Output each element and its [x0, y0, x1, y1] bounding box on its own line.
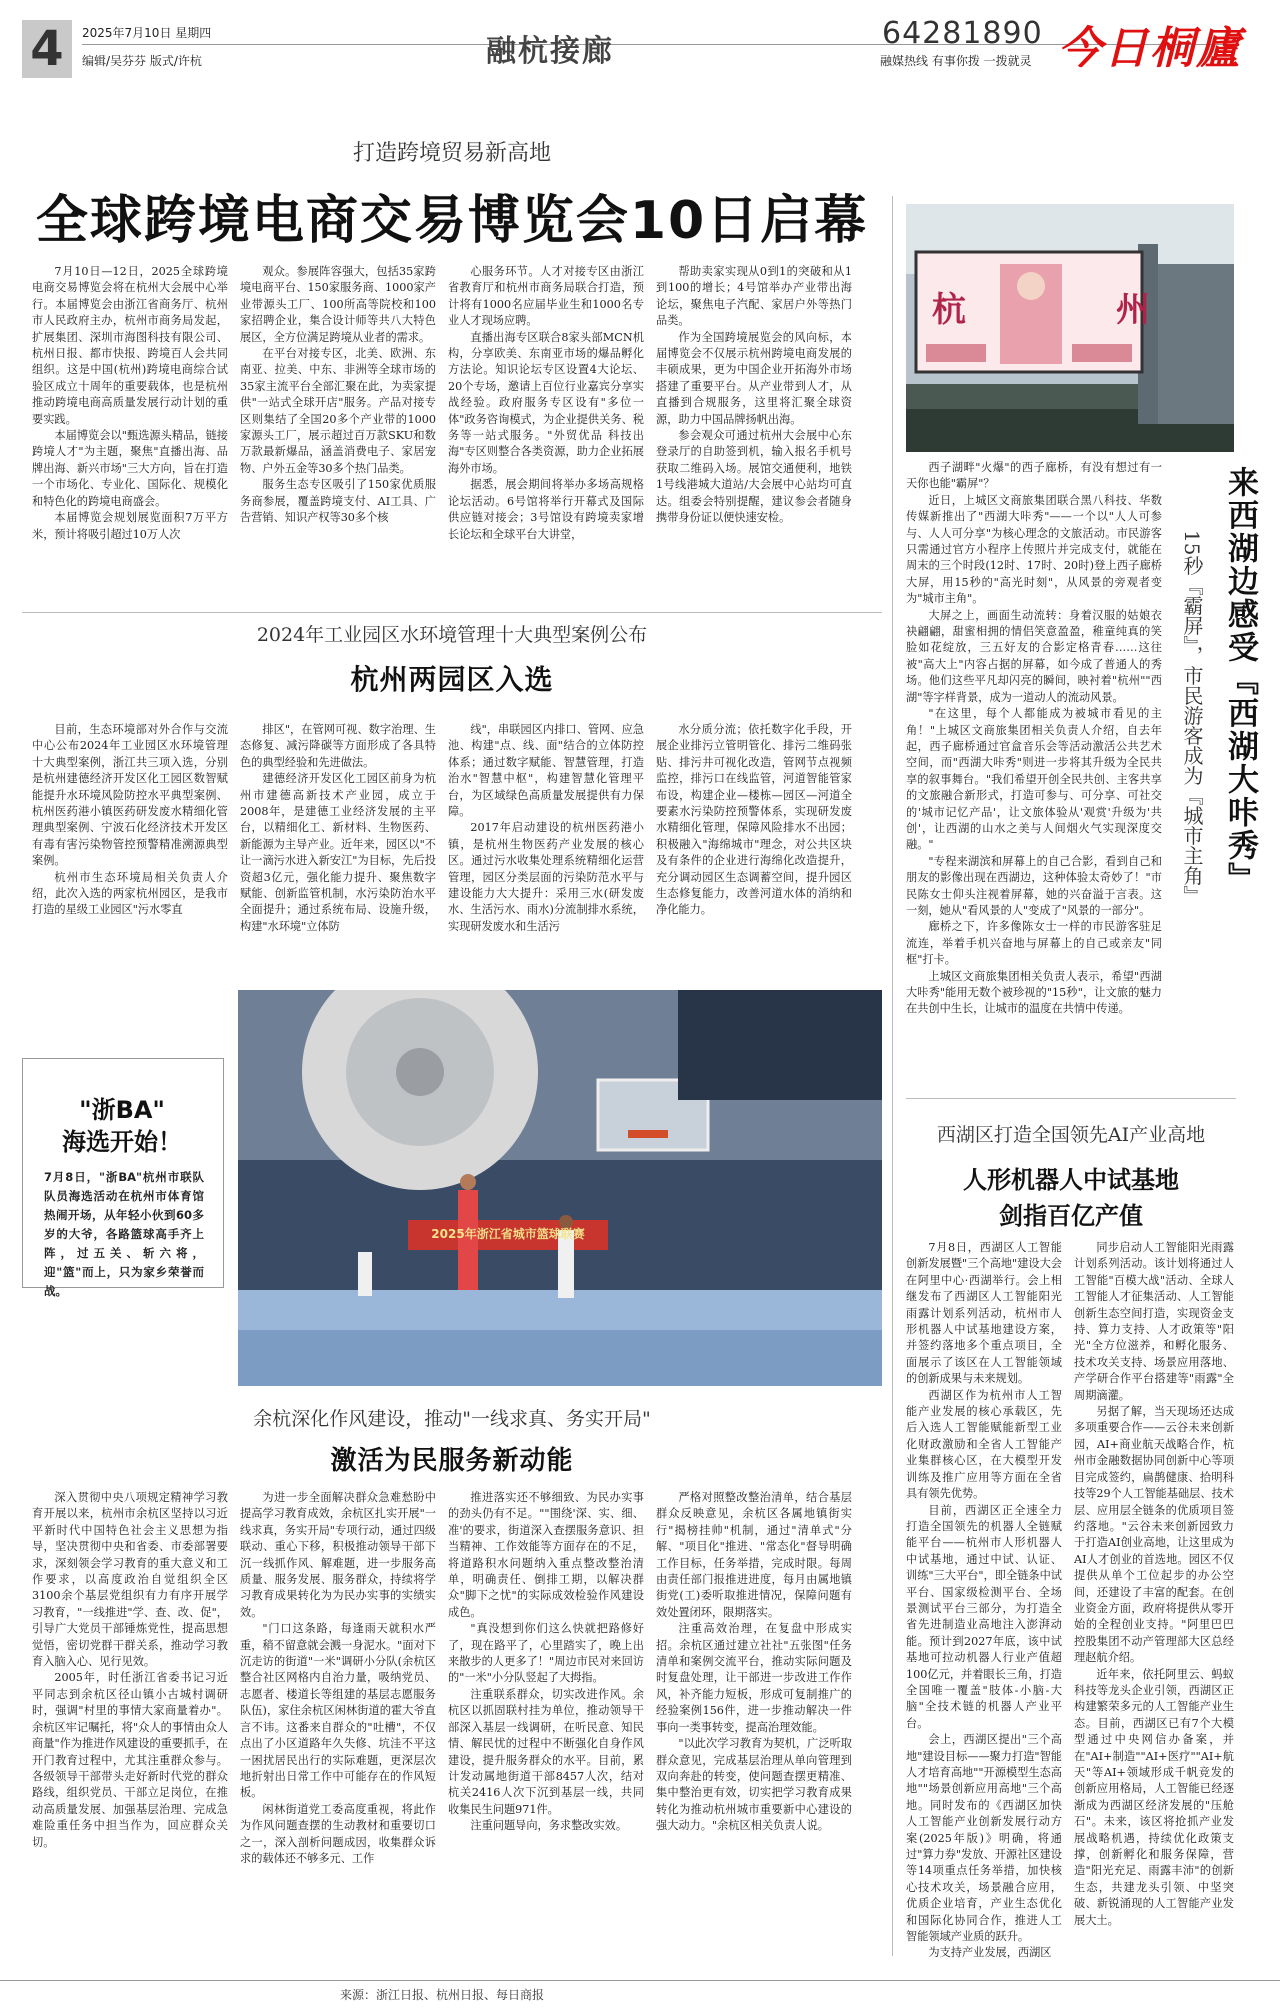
paragraph: 水分质分流；依托数字化手段，开展企业排污立管明管化、排污二维码张贴、排污井可视化改造，管网节点视频监控，排污口在线监管，河道智能管家布设，构建企业—楼栋—园区—河道全要素水污染防控预警体系，实现研发废水精细化管理，保障风险排水不出园；积极融入"海绵城市"理念，对公共区块及有条件的企业进行海绵化改造提升，充分调动园区生态调蓄空间，提升园区生态修复能力，改善河道水体的消纳和净化能力。 — [656, 723, 852, 917]
service-column-4 — [656, 1490, 852, 1970]
robot-kicker: 西湖区打造全国领先AI产业高地 — [936, 1124, 1206, 1146]
paragraph: 近日，上城区文商旅集团联合黑八科技、华数传媒新推出了"西湖大咔秀"——一个以"人人可参与、人人可分享"为核心理念的文旅活动。市民游客只需通过官方小程序上传照片并完成支付，就能在周末的三个时段(12时、17时、20时)登上西子廊桥大屏，用15秒的"高光时刻"，从风景的旁观者变为"城市主角"。 — [906, 493, 1162, 606]
paragraph: 西湖区作为杭州市人工智能产业发展的核心承载区，先后入选人工智能赋能新型工业化财政激励和全省人工智能产业集群核心区，在大模型开发训练及推广应用等方面在全省具有领先优势。 — [906, 1388, 1062, 1501]
paragraph: 上城区文商旅集团相关负责人表示，希望"西湖大咔秀"能用无数个被珍视的"15秒"，让文旅的魅力在共创中生长，让城市的温度在共情中传递。 — [906, 969, 1162, 1016]
paragraph: 服务生态专区吸引了150家优质服务商参展，覆盖跨境支付、AI工具、广告营销、知识产权等30多个核 — [240, 478, 436, 525]
newspaper-logo: 今日桐廬 — [1058, 23, 1242, 74]
lead-column-3 — [448, 264, 644, 560]
section-title: 融杭接廊 — [486, 34, 614, 69]
paragraph: 目前，生态环境部对外合作与交流中心公布2024年工业园区水环境管理十大典型案例，浙江共三项入选，分别是杭州建德经济开发区化工园区数智赋能提升水环境风险防控水平典型案例、杭州医药港小镇医药研发废水精细化管理典型案例、宁波石化经济技术开发区有毒有害污染物管控预警精准溯源典型案例。 — [32, 723, 228, 868]
paragraph: 2005年，时任浙江省委书记习近平同志到余杭区径山镇小古城村调研时，强调"村里的事情大家商量着办"。余杭区牢记嘱托，将"众人的事情由众人商量"作为推进作风建设的重要抓手，在开门教育过程中，尤其注重群众参与。各级领导干部带头走好新时代党的群众路线，组织党员、干部立足岗位，在推动高质量发展、加强基层治理、完成急难险重任务中担当作为，回应群众关切。 — [32, 1671, 228, 1849]
paragraph: 近年来，依托阿里云、蚂蚁科技等龙头企业引领，西湖区正构建繁荣多元的人工智能产业生态。目前，西湖区已有7个大模型通过中央网信办备案，并在"AI+制造""AI+医疗""AI+航天"等AI+领域形成千帆竞发的创新应用格局，人工智能已经逐渐成为西湖区经济发展的"压舱石"。未来，该区将抢抓产业发展战略机遇，持续优化政策支撑，创新孵化和服务保障，营造"阳光充足、雨露丰沛"的创新生态，共建龙头引领、中坚突破、新锐涌现的人工智能产业发展大土。 — [1074, 1667, 1234, 1927]
page-number: 4 — [22, 20, 72, 78]
paragraph: 直播出海专区联合8家头部MCN机构，分享欧美、东南亚市场的爆品孵化方法论。知识论坛专区设置4大论坛、20个专场，邀请上百位行业嘉宾分享实战经验。政府服务专区设有"多位一体"政务咨询模式，为企业提供关务、税务等一站式服务。"外贸优品 科技出海"专区则整合各类资源，助力企业拓展海外市场。 — [448, 330, 644, 475]
section-banner — [470, 30, 630, 74]
paragraph: 为进一步全面解决群众急难愁盼中提高学习教育成效，余杭区扎实开展"一线求真，务实开局"专项行动，通过四级联动、重心下移，积极推动领导干部下沉一线抓作风、解难题，进一步服务高质量、服务发展、服务群众，持续将学习教育成果转化为为民办实事的实绩实效。 — [240, 1491, 436, 1619]
editors: 编辑/吴芬芬 版式/许杭 — [82, 54, 202, 68]
paragraph: 为支持产业发展，西湖区 — [928, 1946, 1052, 1960]
service-kicker: 余杭深化作风建设，推动"一线求真、务实开局" — [253, 1408, 651, 1430]
paragraph: "专程来湖滨和屏幕上的自己合影，看到自己和朋友的影像出现在西湖边，这种体验太奇妙了！"市民陈女士仰头注视着屏幕，她的兴奋溢于言表。这一刻，她从"看风景的人"变成了"风景的一部分"。 — [906, 854, 1162, 917]
divider — [22, 612, 882, 613]
paragraph: 大屏之上，画面生动流转：身着汉服的姑娘衣袂翩翩，甜蜜相拥的情侣笑意盈盈，稚童纯真的笑脸如花绽放，三五好友的合影定格青春……这往被"高大上"内容占据的屏幕，如今成了普通人的秀场。他们这些平凡却闪亮的瞬间，映衬着"杭州""西湖"等字样背景，成为一道动人的流动风景。 — [906, 608, 1162, 704]
west-lake-body — [906, 460, 1162, 1084]
ba-title-line-2: 海选开始！ — [62, 1128, 182, 1156]
paragraph: "在这里，每个人都能成为被城市看见的主角！"上城区文商旅集团相关负责人介绍，自去年起，西子廊桥通过官盒音乐会等活动激活公共艺术空间，而"西湖大咔秀"则进一步将其升级为全民共享的叙事舞台。"我们希望开创全民共创、主客共享的文旅融合新形式，打造可参与、可分享、可社交的'城市记忆产品'，让文旅体验从'观赏'升级为'共创'，让西湖的山水之美与人间烟火气实现深度交融。" — [906, 707, 1162, 852]
paragraph: 注重高效治理，在复盘中形成实招。余杭区通过建立社社"五张图"任务清单和案例交流平台，推动实际问题及时复盘处理，让干部进一步改进工作作风，补齐能力短板，形成可复制推广的经验案例156件，进一步推动解决一件事向一类事转变，提高治理效能。 — [656, 1622, 852, 1734]
paragraph: 线"，串联园区内排口、管网、应急池、构建"点、线、面"结合的立体防控体系；通过数字赋能、智慧管理，打造治水"智慧中枢"，构建智慧化管理平台，为区域绿色高质量发展提供有力保障。 — [448, 723, 644, 819]
footer-rule — [0, 1980, 1280, 1981]
lead-column-2 — [240, 264, 436, 560]
service-column-1 — [32, 1490, 228, 1970]
water-column-4 — [656, 722, 852, 978]
paragraph: 另据了解，当天现场还达成多项重要合作——云谷未来创新园，AI+商业航天战略合作，杭州市金融数据协同创新中心等项目完成签约，扁鹊健康、拾明科技等29个人工智能基础层、技术层、应用层全链条的优质项目签约落地。"云谷未来创新园致力于打造AI创业高地，让这里成为AI人才创业的首选地。园区不仅提供从单个工位起步的办公空间，还建设了丰富的配套。在创业资金方面，政府将提供从零开始的全程创业支持。"阿里巴巴控股集团不动产管理部大区总经理赵航介绍。 — [1074, 1405, 1234, 1665]
hotline-slogan: 融媒热线 有事你拨 一拨就灵 — [880, 54, 1032, 68]
paragraph: 严格对照整改整治清单，结合基层群众反映意见，余杭区各属地镇街实行"揭榜挂帅"机制，通过"清单式"分解、"项目化"推进、"常态化"督导明确工作目标，任务举措，完成时限。每周由责任部门报推进进度，每月由属地镇街党(工)委听取推进情况，保障问题有效处置闭环，限期落实。 — [656, 1491, 852, 1619]
robot-title-line-2: 剑指百亿产值 — [999, 1202, 1143, 1230]
water-title: 杭州两园区入选 — [350, 663, 554, 696]
lead-title: 全球跨境电商交易博览会10日启幕 — [35, 191, 869, 251]
paragraph: 深入贯彻中央八项规定精神学习教育开展以来，杭州市余杭区坚持以习近平新时代中国特色社会主义思想为指导，坚决贯彻中央和省委、市委部署要求，深刻领会学习教育的重大意义和工作要求，以高度政治自觉组织全区3100余个基层党组织有力有序开展学习教育，"一线推进"学、查、改、促"，引导广大党员干部锤炼党性，提高思想觉悟，密切党群干群关系，推动学习教育入脑入心、见行见效。 — [32, 1491, 228, 1669]
water-column-3 — [448, 722, 644, 978]
paragraph: 在平台对接专区，北美、欧洲、东南亚、拉美、中东、非洲等全球市场的35家主流平台全部汇聚在此，为卖家提供"一站式全球开店"服务。产品对接专区则集结了全国20多个产业带的1000家源头工厂，展示超过百万款SKU和数万款最新爆品，涵盖消费电子、家居宠物、户外五金等30多个热门品类。 — [240, 347, 436, 475]
water-column-2 — [240, 722, 436, 978]
source-credit: 来源：浙江日报、杭州日报、每日商报 — [340, 1988, 545, 2002]
lead-column-4 — [656, 264, 852, 560]
paragraph: "门口这条路，每逢雨天就积水严重，稍不留意就会溅一身泥水。"面对下沉走访的街道"一米"调研小分队(余杭区整合社区网格内自治力量，吸纳党员、志愿者、楼道长等组建的基层志愿服务队伍)，家住余杭区闲林街道的霍大爷直言不讳。这番来自群众的"吐槽"，不仅点出了小区道路年久失修、坑洼不平这一困扰居民出行的实际难题，更深层次地折射出日常工作中可能存在的作风短板。 — [240, 1622, 436, 1800]
paragraph: 本届博览会以"甄选源头精品，链接跨境人才"为主题，聚焦"直播出海、品牌出海、新兴市场"三大方向，旨在打造一个市场化、专业化、国际化、规模化和特色化的跨境电商盛会。 — [32, 429, 228, 508]
west-lake-subtitle: 15秒『霸屏』，市民游客成为『城市主角』 — [1180, 530, 1204, 906]
basketball-photo — [238, 990, 882, 1386]
ba-banner-text: 2025年浙江省城市篮球联赛 — [431, 1227, 585, 1241]
paragraph: 西子湖畔"火爆"的西子廊桥，有没有想过有一天你也能"霸屏"？ — [906, 461, 1162, 491]
ba-title-line-1: "浙BA" — [79, 1096, 165, 1124]
robot-column-2 — [1074, 1240, 1234, 1980]
water-column-1 — [32, 722, 228, 978]
paragraph: 注重联系群众，切实改进作风。余杭区以抓固联村挂为单位，推动领导干部深入基层一线调研，在听民意、知民情、解民忧的过程中不断强化自身作风建设，提升服务群众的水平。目前，累计发动属地街道干部8457人次，结对杭关2416人次下沉到基层一线，共同收集民生问题971件。 — [448, 1687, 644, 1816]
ba-caption: 7月8日，"浙BA"杭州市联队队员海选活动在杭州市体育馆热闹开场，从年轻小伙到60多岁的大爷，各路篮球高手齐上阵，过五关、斩六将，迎"篮"而上，只为家乡荣誉而战。 — [44, 1170, 204, 1298]
paragraph: 廊桥之下，许多像陈女士一样的市民游客驻足流连，举着手机兴奋地与屏幕上的自己或亲友"同框"打卡。 — [906, 920, 1162, 967]
paragraph: 排区"，在管网可视、数字治理、生态修复、减污降碳等方面形成了各具特色的典型经验和先进做法。 — [240, 723, 436, 769]
service-title: 激活为民服务新动能 — [330, 1446, 574, 1476]
paragraph: 本届博览会规划展览面积7万平方米，预计将吸引超过10万人次 — [32, 511, 228, 541]
paragraph: 目前，西湖区正全速全力打造全国领先的机器人全链赋能平台——杭州市人形机器人中试基地，通过中试、认证、训练"三大平台"，即全链条中试平台、国家级检测平台、全场景测试平台三部分，为打造全省先进制造业高地注入澎湃动能。预计到2027年底，该中试基地可拉动机器人行业产值超100亿元，并着眼长三角，打造全国唯一覆盖"肢体-小脑-大脑"全技术链的机器人产业平台。 — [906, 1503, 1062, 1730]
paragraph: 7月10日—12日，2025全球跨境电商交易博览会将在杭州大会展中心举行。本届博览会由浙江省商务厅、杭州市人民政府主办，杭州市商务局发起，扩展集团、深圳市海图科技有限公司、杭州日报、都市快报、跨境百人会共同组织。这是中国(杭州)跨境电商综合试验区成立十周年的重要载体，也是杭州推动跨境电商高质量发展行动计划的重要实践。 — [32, 265, 228, 426]
service-column-3 — [448, 1490, 644, 1970]
issue-date: 2025年7月10日 星期四 — [82, 26, 212, 40]
paragraph: 观众。参展阵容强大，包括35家跨境电商平台、150家服务商、1000家产业带源头工厂、100所高等院校和100家招聘企业，集合设计师等共八大特色展区，全方位满足跨境从业者的需求。 — [240, 265, 436, 344]
paragraph: 建德经济开发区化工园区前身为杭州市建德高新技术产业园，成立于2008年，是建德工业经济发展的主平台，以精细化工、新材料、生物医药、新能源为主导产业。近年来，园区以"不让一滴污水进入新安江"为目标，先后投资超3亿元，强化能力提升、聚焦数字赋能、创新监管机制，水污染防治水平全面提升；通过系统布局、设施升级，构建"水环境"立体防 — [240, 772, 436, 933]
hotline-number: 64281890 — [882, 16, 1043, 51]
robot-column-1 — [906, 1240, 1062, 1980]
robot-title-line-1: 人形机器人中试基地 — [963, 1166, 1179, 1194]
column-divider — [892, 196, 893, 1956]
paragraph: 2017年启动建设的杭州医药港小镇，是杭州生物医药产业发展的核心区。通过污水收集处理系统精细化运营管理，园区分类层面的污染防范水平与建设能力大大提升：采用三水(研发废水、生活污水、雨水)分流制排水系统，实现研发废水和生活污 — [448, 821, 644, 933]
paragraph: 7月8日，西湖区人工智能创新发展暨"三个高地"建设大会在阿里中心·西湖举行。会上相继发布了西湖区人工智能阳光雨露计划系列活动，杭州市人形机器人中试基地建设方案，并签约落地多个重点项目，全面展示了该区在人工智能领域的创新成果与未来规划。 — [906, 1241, 1062, 1386]
paragraph: 闲林街道党工委高度重视，将此作为作风问题查摆的生动教材和重要切口之一，深入剖析问题成因，收集群众诉求的载体还不够多元、工作 — [240, 1802, 436, 1865]
paragraph: 参会观众可通过杭州大会展中心东登录厅的自助签到机，输入报名手机号获取二维码入场。展馆交通便利，地铁1号线港城大道站/大会展中心站均可直达。组委会特别提醒，建议参会者随身携带身份证以便快速安检。 — [656, 429, 852, 525]
paragraph: 同步启动人工智能阳光雨露计划系列活动。该计划将通过人工智能"百模大战"活动、全球人工智能人才征集活动、人工智能创新生态空间打造，实现资金支持、算力支持、人才政策等"阳光"全方位滋养，和孵化服务、技术攻关支持、场景应用落地、产学研合作平台搭建等"雨露"全周期滴灌。 — [1074, 1241, 1234, 1402]
paragraph: "以此次学习教育为契机，广泛听取群众意见，完成基层治理从单向管理到双向奔赴的转变，使问题查摆更精准、集中整治更有效，切实把学习教育成果转化为推动杭州城市重要新中心建设的强大动力。"余杭区相关负责人说。 — [656, 1737, 852, 1833]
lead-column-1 — [32, 264, 228, 560]
paragraph: 心服务环节。人才对接专区由浙江省教育厅和杭州市商务局联合打造，预计将有1000名应届毕业生和1000名专业人才现场应聘。 — [448, 265, 644, 328]
paragraph: 据悉，展会期间将举办多场高规格论坛活动。6号馆将举行开幕式及国际供应链对接会；3号馆设有跨境卖家增长论坛和全球平台大讲堂， — [448, 478, 644, 541]
paragraph: 会上，西湖区提出"三个高地"建设目标——聚力打造"智能人才培育高地""开源模型生态高地""场景创新应用高地"三个高地。同时发布的《西湖区加快人工智能产业创新发展行动方案(2025年版)》明确，将通过"算力券"发放、开源社区建设等14项重点任务举措，加快核心技术攻关，场景融合应用，优质企业培育，产业生态优化和国际化协同合作，推进人工智能领域产业质的跃升。 — [906, 1733, 1062, 1944]
service-column-2 — [240, 1490, 436, 1970]
lead-kicker: 打造跨境贸易新高地 — [352, 141, 551, 166]
paragraph: 帮助卖家实现从0到1的突破和从1到100的增长；4号馆举办产业带出海论坛，聚焦电子汽配、家居户外等热门品类。 — [656, 265, 852, 328]
paragraph: 推进落实还不够细致、为民办实事的劲头仍有不足。""围绕'深、实、细、准'的要求，街道深入查摆服务意识、担当精神、工作效能等方面存在的不足，将道路积水问题纳入重点整改整治清单，明确责任、倒排工期，以解决群众"脚下之忧"的实际成效检验作风建设成色。 — [448, 1491, 644, 1619]
image-label-zhou: 州 — [1116, 290, 1150, 330]
divider — [906, 1098, 1236, 1099]
paragraph: 注重问题导向，务求整改实效。 — [470, 1819, 628, 1833]
arena-illustration — [238, 990, 882, 1386]
paragraph: 杭州市生态环境局相关负责人介绍，此次入选的两家杭州园区，是我市打造的星级工业园区"污水零直 — [32, 870, 228, 917]
water-kicker: 2024年工业园区水环境管理十大典型案例公布 — [256, 624, 648, 646]
west-lake-title: 来西湖边感受『西湖大咔秀』 — [1222, 466, 1258, 895]
image-label-hang: 杭 — [932, 290, 966, 330]
paragraph: "真没想到你们这么快就把路修好了，现在路平了，心里踏实了，晚上出来散步的人更多了！"周边市民对来回访的"一米"小分队竖起了大拇指。 — [448, 1622, 644, 1685]
paragraph: 作为全国跨境展览会的风向标，本届博览会不仅展示杭州跨境电商发展的丰硕成果，更为中国企业开拓海外市场搭建了重要平台。从产业带到人才，从直播到合规服务，这里将汇聚全球资源，助力中国品牌扬帆出海。 — [656, 330, 852, 426]
